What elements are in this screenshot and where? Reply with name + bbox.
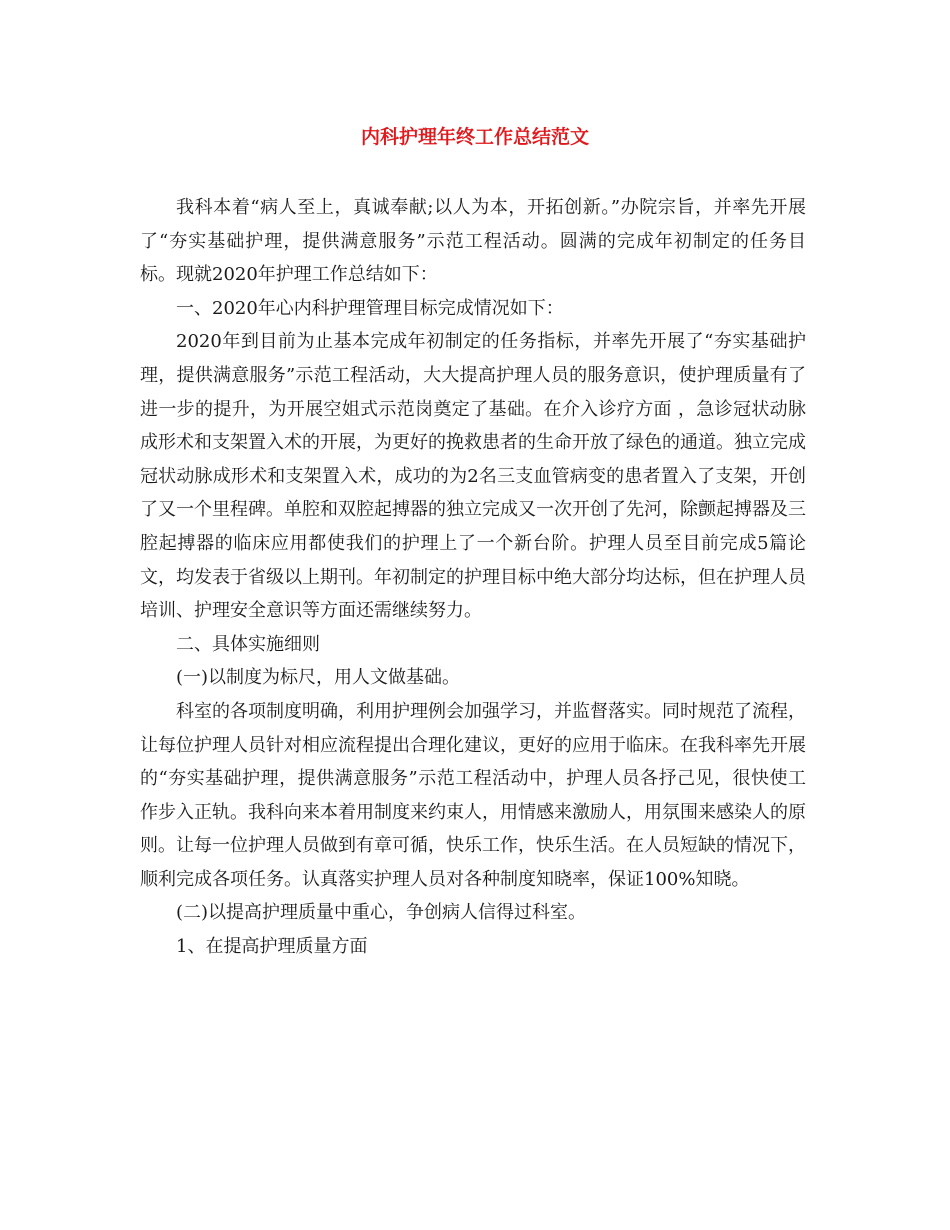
section-heading-2: 二、具体实施细则 — [176, 633, 320, 655]
subsection-heading-1: (一)以制度为标尺，用人文做基础。 — [176, 667, 461, 689]
subsection-heading-2: (二)以提高护理质量中重心，争创病人信得过科室。 — [176, 902, 587, 924]
document-body — [140, 191, 806, 964]
subsection-1-paragraph: 科室的各项制度明确，利用护理例会加强学习，并监督落实。同时规范了流程，让每位护理人员针对相应流程提出合理化建议，更好的应用于临床。在我科率先开展的“夯实基础护理，提供满意服务”示范工程活动中，护理人员各抒己见，很快使工作步入正轨。我科向来本着用制度来约束人，用情感来激励人，用氛围来感染人的原则。让每一位护理人员做到有章可循，快乐工作，快乐生活。在人员短缺的情况下，顺利完成各项任务。认真落实护理人员对各种制度知晓率，保证100%知晓。 — [140, 700, 806, 890]
intro-paragraph: 我科本着“病人至上，真诚奉献;以人为本，开拓创新。”办院宗旨，并率先开展了“夯实基础护理，提供满意服务”示范工程活动。圆满的完成年初制定的任务目标。现就2020年护理工作总结如下： — [140, 197, 806, 286]
item-heading-1: 1、在提高护理质量方面 — [176, 936, 368, 958]
document-title: 内科护理年终工作总结范文 — [360, 126, 589, 148]
section-heading-1: 一、2020年心内科护理管理目标完成情况如下： — [176, 297, 564, 319]
section-1-paragraph: 2020年到目前为止基本完成年初制定的任务指标，并率先开展了“夯实基础护理，提供满意服务”示范工程活动，大大提高护理人员的服务意识，使护理质量有了进一步的提升，为开展空姐式示范岗奠定了基础。在介入诊疗方面 ，急诊冠状动脉成形术和支架置入术的开展，为更好的挽救患者的生命开放了绿色的通道。独立完成冠状动脉成形术和支架置入术，成功的为2名三支血管病变的患者置入了支架，开创了又一个里程碑。单腔和双腔起搏器的独立完成又一次开创了先河，除颤起搏器及三腔起搏器的临床应用都使我们的护理上了一个新台阶。护理人员至目前完成5篇论文，均发表于省级以上期刊。年初制定的护理目标中绝大部分均达标，但在护理人员培训、护理安全意识等方面还需继续努力。 — [140, 331, 806, 622]
